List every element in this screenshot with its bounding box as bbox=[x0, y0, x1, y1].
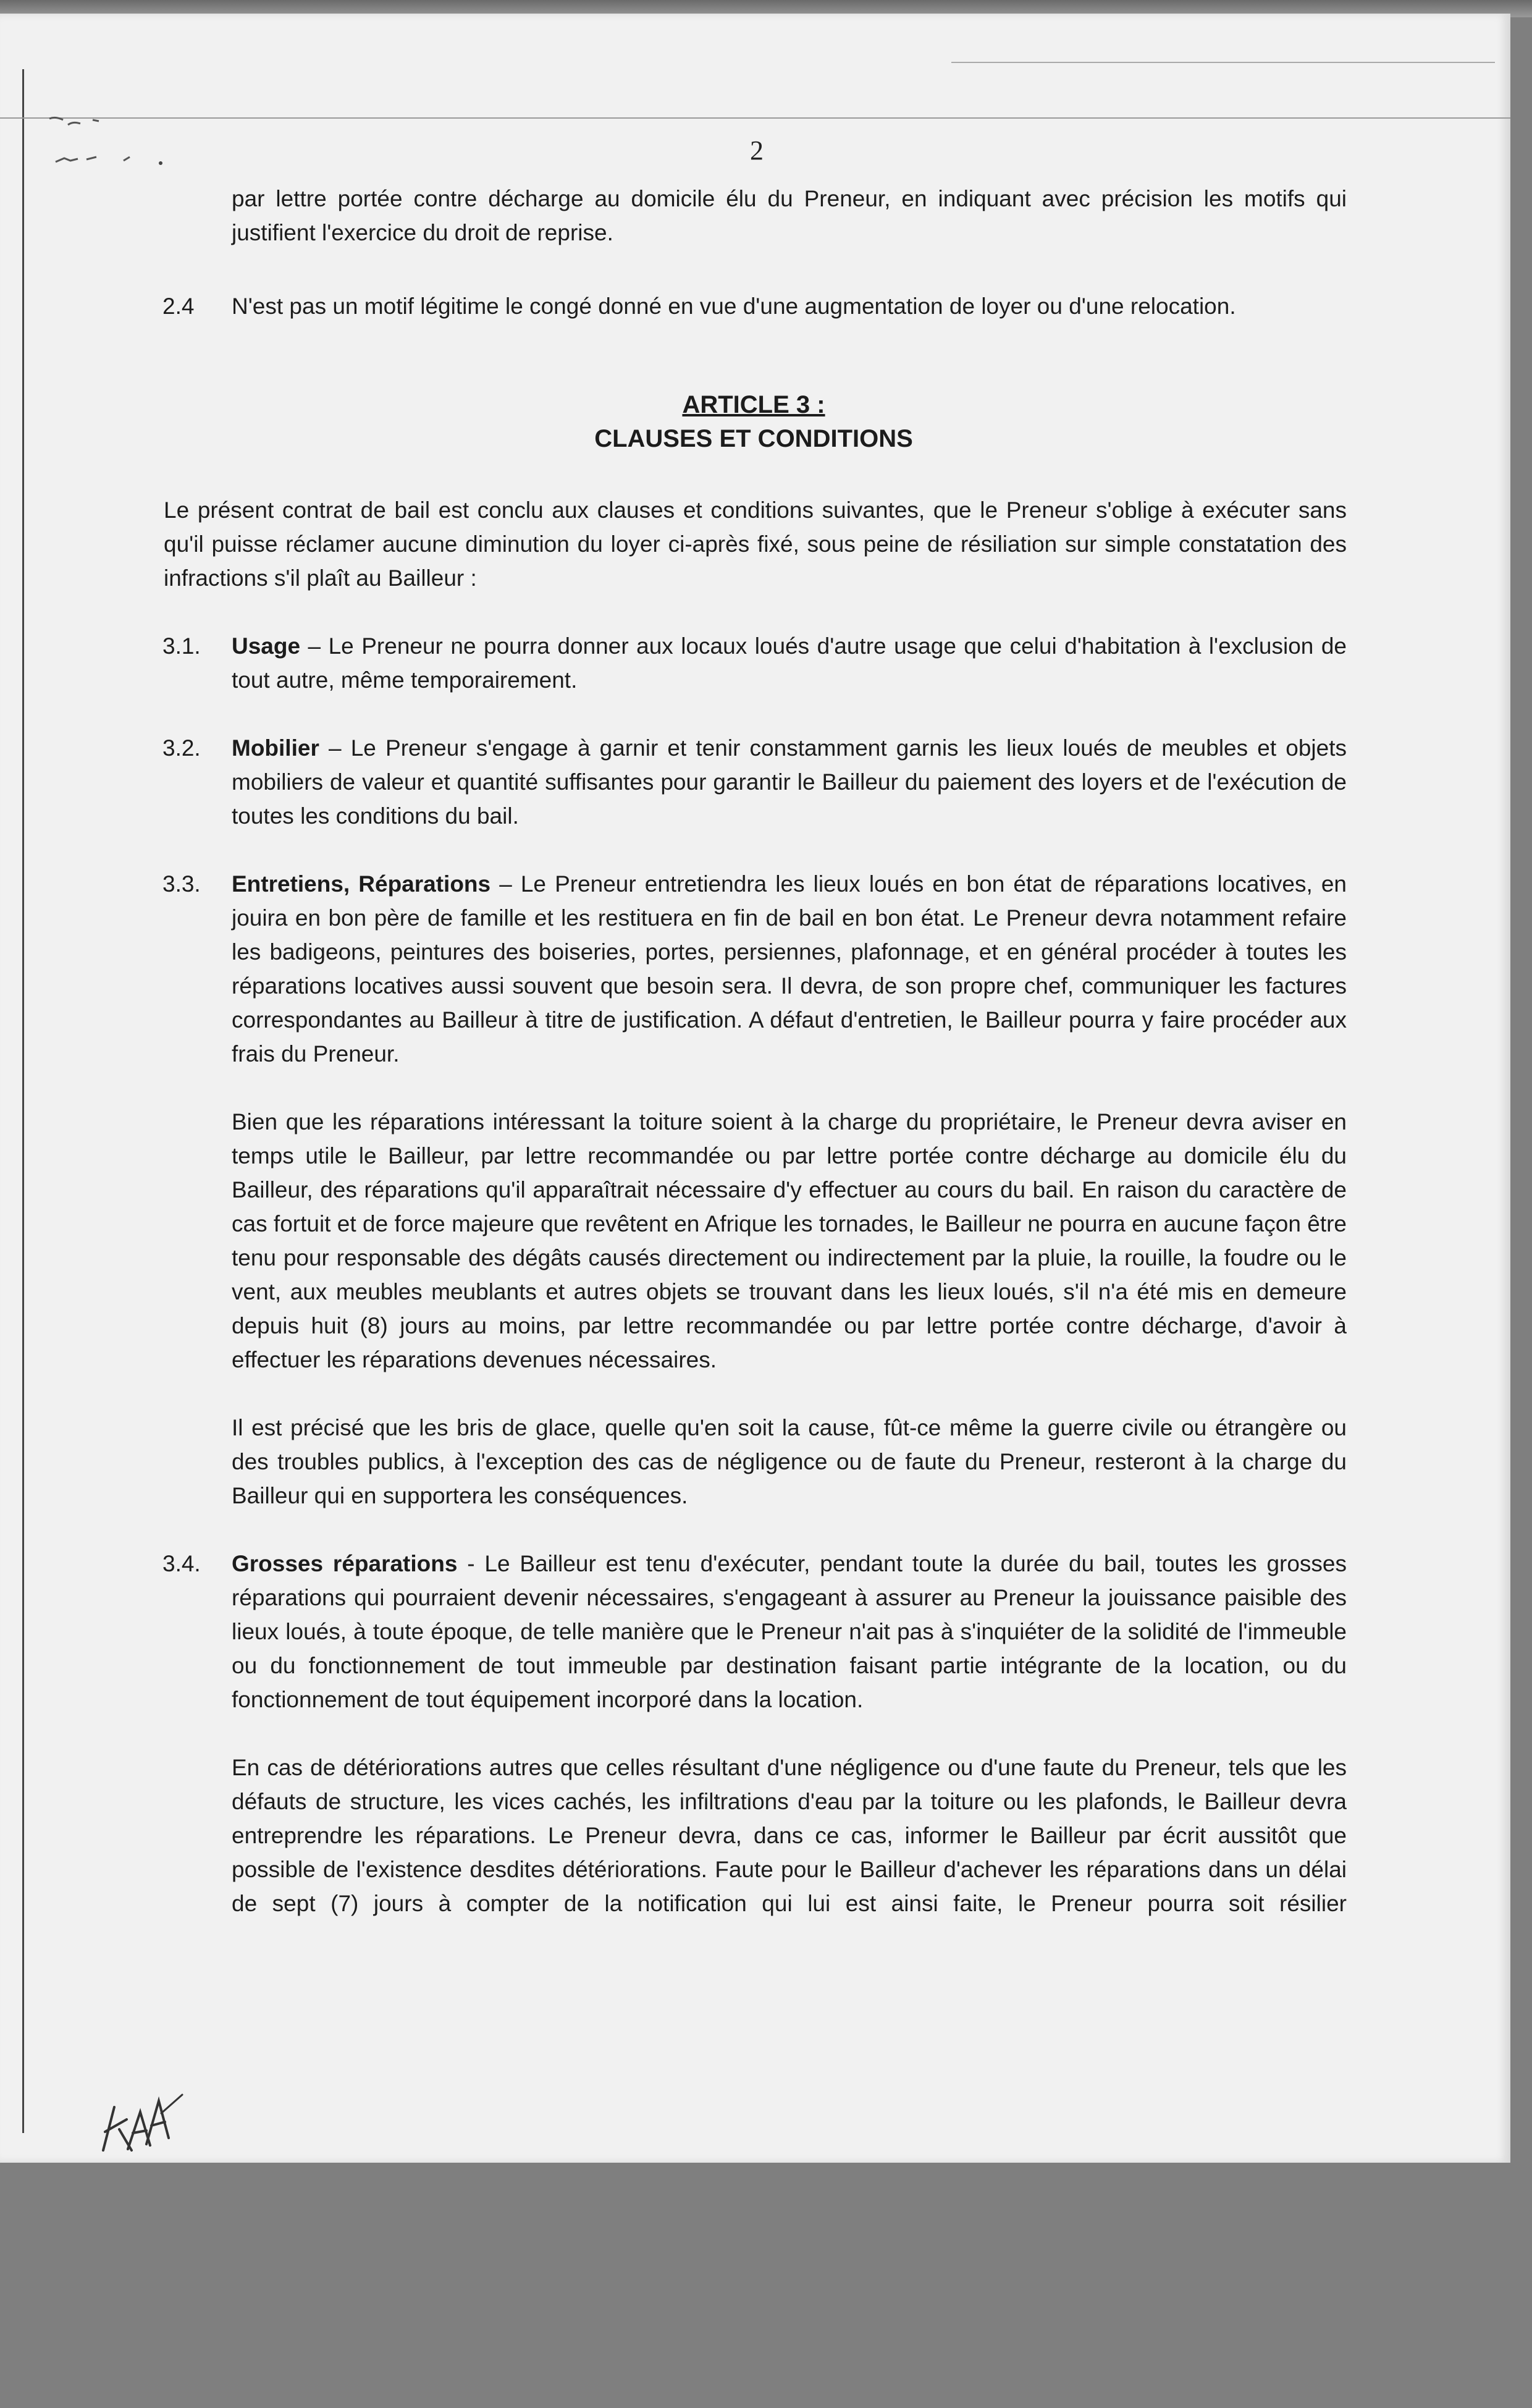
clause-title: Entretiens, Réparations bbox=[232, 871, 491, 897]
clause-number: 3.2. bbox=[162, 735, 201, 761]
clause-number-2-4: 2.4 bbox=[162, 294, 195, 319]
clause-grosses-reparations-para2: En cas de détériorations autres que celles résultant d'une négligence ou d'une faute du Preneur, tels que les défauts de structure, les vices cachés, les infiltrations d'eau par la toiture ou les plafonds, le Bailleur devra entreprendre les réparations. Le Preneur devra, dans ce cas, informer le Bailleur par écrit aussitôt que possible de l'existence desdites détériorations. Faute pour le Bailleur d'achever les réparations dans un délai de sept (7) jours à compter de la notification qui lui est ainsi faite, le Preneur pourra soit résilier bbox=[232, 1755, 1347, 1916]
clause-mobilier bbox=[232, 731, 1347, 833]
clause-text: Le Preneur ne pourra donner aux locaux loués d'autre usage que celui d'habitation à l'exclusion de tout autre, même temporairement. bbox=[232, 633, 1347, 693]
article-title: ARTICLE 3 : bbox=[682, 391, 825, 418]
clause-separator: – bbox=[319, 735, 351, 761]
clause-text: Le Preneur s'engage à garnir et tenir constamment garnis les lieux loués de meubles et objets mobiliers de valeur et quantité suffisantes pour garantir le Bailleur du paiement des loyers et de l'exécution de toutes les conditions du bail. bbox=[232, 735, 1347, 829]
clause-text: Le Bailleur est tenu d'exécuter, pendant toute la durée du bail, toutes les grosses réparations qui pourraient devenir nécessaires, s'engageant à assurer au Preneur la jouissance paisible des lieux loués, à toute époque, de telle manière que le Preneur n'ait pas à s'inquiéter de la solidité de l'immeuble ou du fonctionnement de tout immeuble par destination faisant partie intégrante de la location, ou du fonctionnement de tout équipement incorporé dans la location. bbox=[232, 1551, 1347, 1712]
clause-separator: – bbox=[300, 633, 329, 659]
clause-entretiens-para2: Bien que les réparations intéressant la toiture soient à la charge du propriétaire, le Preneur devra aviser en temps utile le Bailleur, par lettre recommandée ou par lettre portée contre décharge au domicile élu du Bailleur, des réparations qu'il apparaîtrait nécessaire d'y effectuer au cours du bail. En raison du caractère de cas fortuit et de force majeure que revêtent en Afrique les tornades, le Bailleur ne pourra en aucune façon être tenu pour responsable des dégâts causés directement ou indirectement par la pluie, la rouille, la foudre ou le vent, aux meubles meublants et autres objets se trouvant dans les lieux loués, s'il n'a été mis en demeure depuis huit (8) jours au moins, par lettre recommandée ou par lettre portée contre décharge, d'avoir à effectuer les réparations devenues nécessaires. bbox=[232, 1109, 1347, 1372]
clause-entretiens bbox=[232, 867, 1347, 1071]
clause-title: Grosses réparations bbox=[232, 1551, 458, 1576]
clause-number: 3.4. bbox=[162, 1551, 201, 1576]
article-subtitle: CLAUSES ET CONDITIONS bbox=[594, 425, 913, 452]
clause-number: 3.1. bbox=[162, 633, 201, 659]
page-number: 2 bbox=[750, 135, 764, 166]
article-heading bbox=[432, 388, 1075, 456]
clause-number: 3.3. bbox=[162, 871, 201, 897]
clause-title: Usage bbox=[232, 633, 301, 659]
clause-separator: – bbox=[490, 871, 521, 897]
clause-text: Le Preneur entretiendra les lieux loués en bon état de réparations locatives, en jouira en bon père de famille et les restituera en fin de bail en bon état. Le Preneur devra notamment refaire les badigeons, peintures des boiseries, portes, persiennes, plafonnage, et en général procéder à toutes les réparations locatives aussi souvent que besoin sera. Il devra, de son propre chef, communiquer les factures correspondantes au Bailleur à titre de justification. A défaut d'entretien, le Bailleur pourra y faire procéder aux frais du Preneur. bbox=[232, 871, 1347, 1067]
article-intro: Le présent contrat de bail est conclu aux clauses et conditions suivantes, que le Preneur s'oblige à exécuter sans qu'il puisse réclamer aucune diminution du loyer ci-après fixé, sous peine de résiliation sur simple constatation des infractions s'il plaît au Bailleur : bbox=[164, 497, 1347, 591]
clause-2-4-text: N'est pas un motif légitime le congé donné en vue d'une augmentation de loyer ou d'une relocation. bbox=[232, 294, 1236, 319]
handwritten-initials-signature bbox=[90, 2076, 195, 2163]
continuation-paragraph: par lettre portée contre décharge au domicile élu du Preneur, en indiquant avec précision les motifs qui justifient l'exercice du droit de reprise. bbox=[232, 186, 1347, 245]
clause-grosses-reparations bbox=[232, 1547, 1347, 1717]
clause-separator: - bbox=[457, 1551, 485, 1576]
clause-title: Mobilier bbox=[232, 735, 319, 761]
clause-usage bbox=[232, 629, 1347, 697]
clause-entretiens-para3: Il est précisé que les bris de glace, quelle qu'en soit la cause, fût-ce même la guerre civile ou étrangère ou des troubles publics, à l'exception des cas de négligence ou de faute du Preneur, resteront à la charge du Bailleur qui en supportera les conséquences. bbox=[232, 1415, 1347, 1508]
